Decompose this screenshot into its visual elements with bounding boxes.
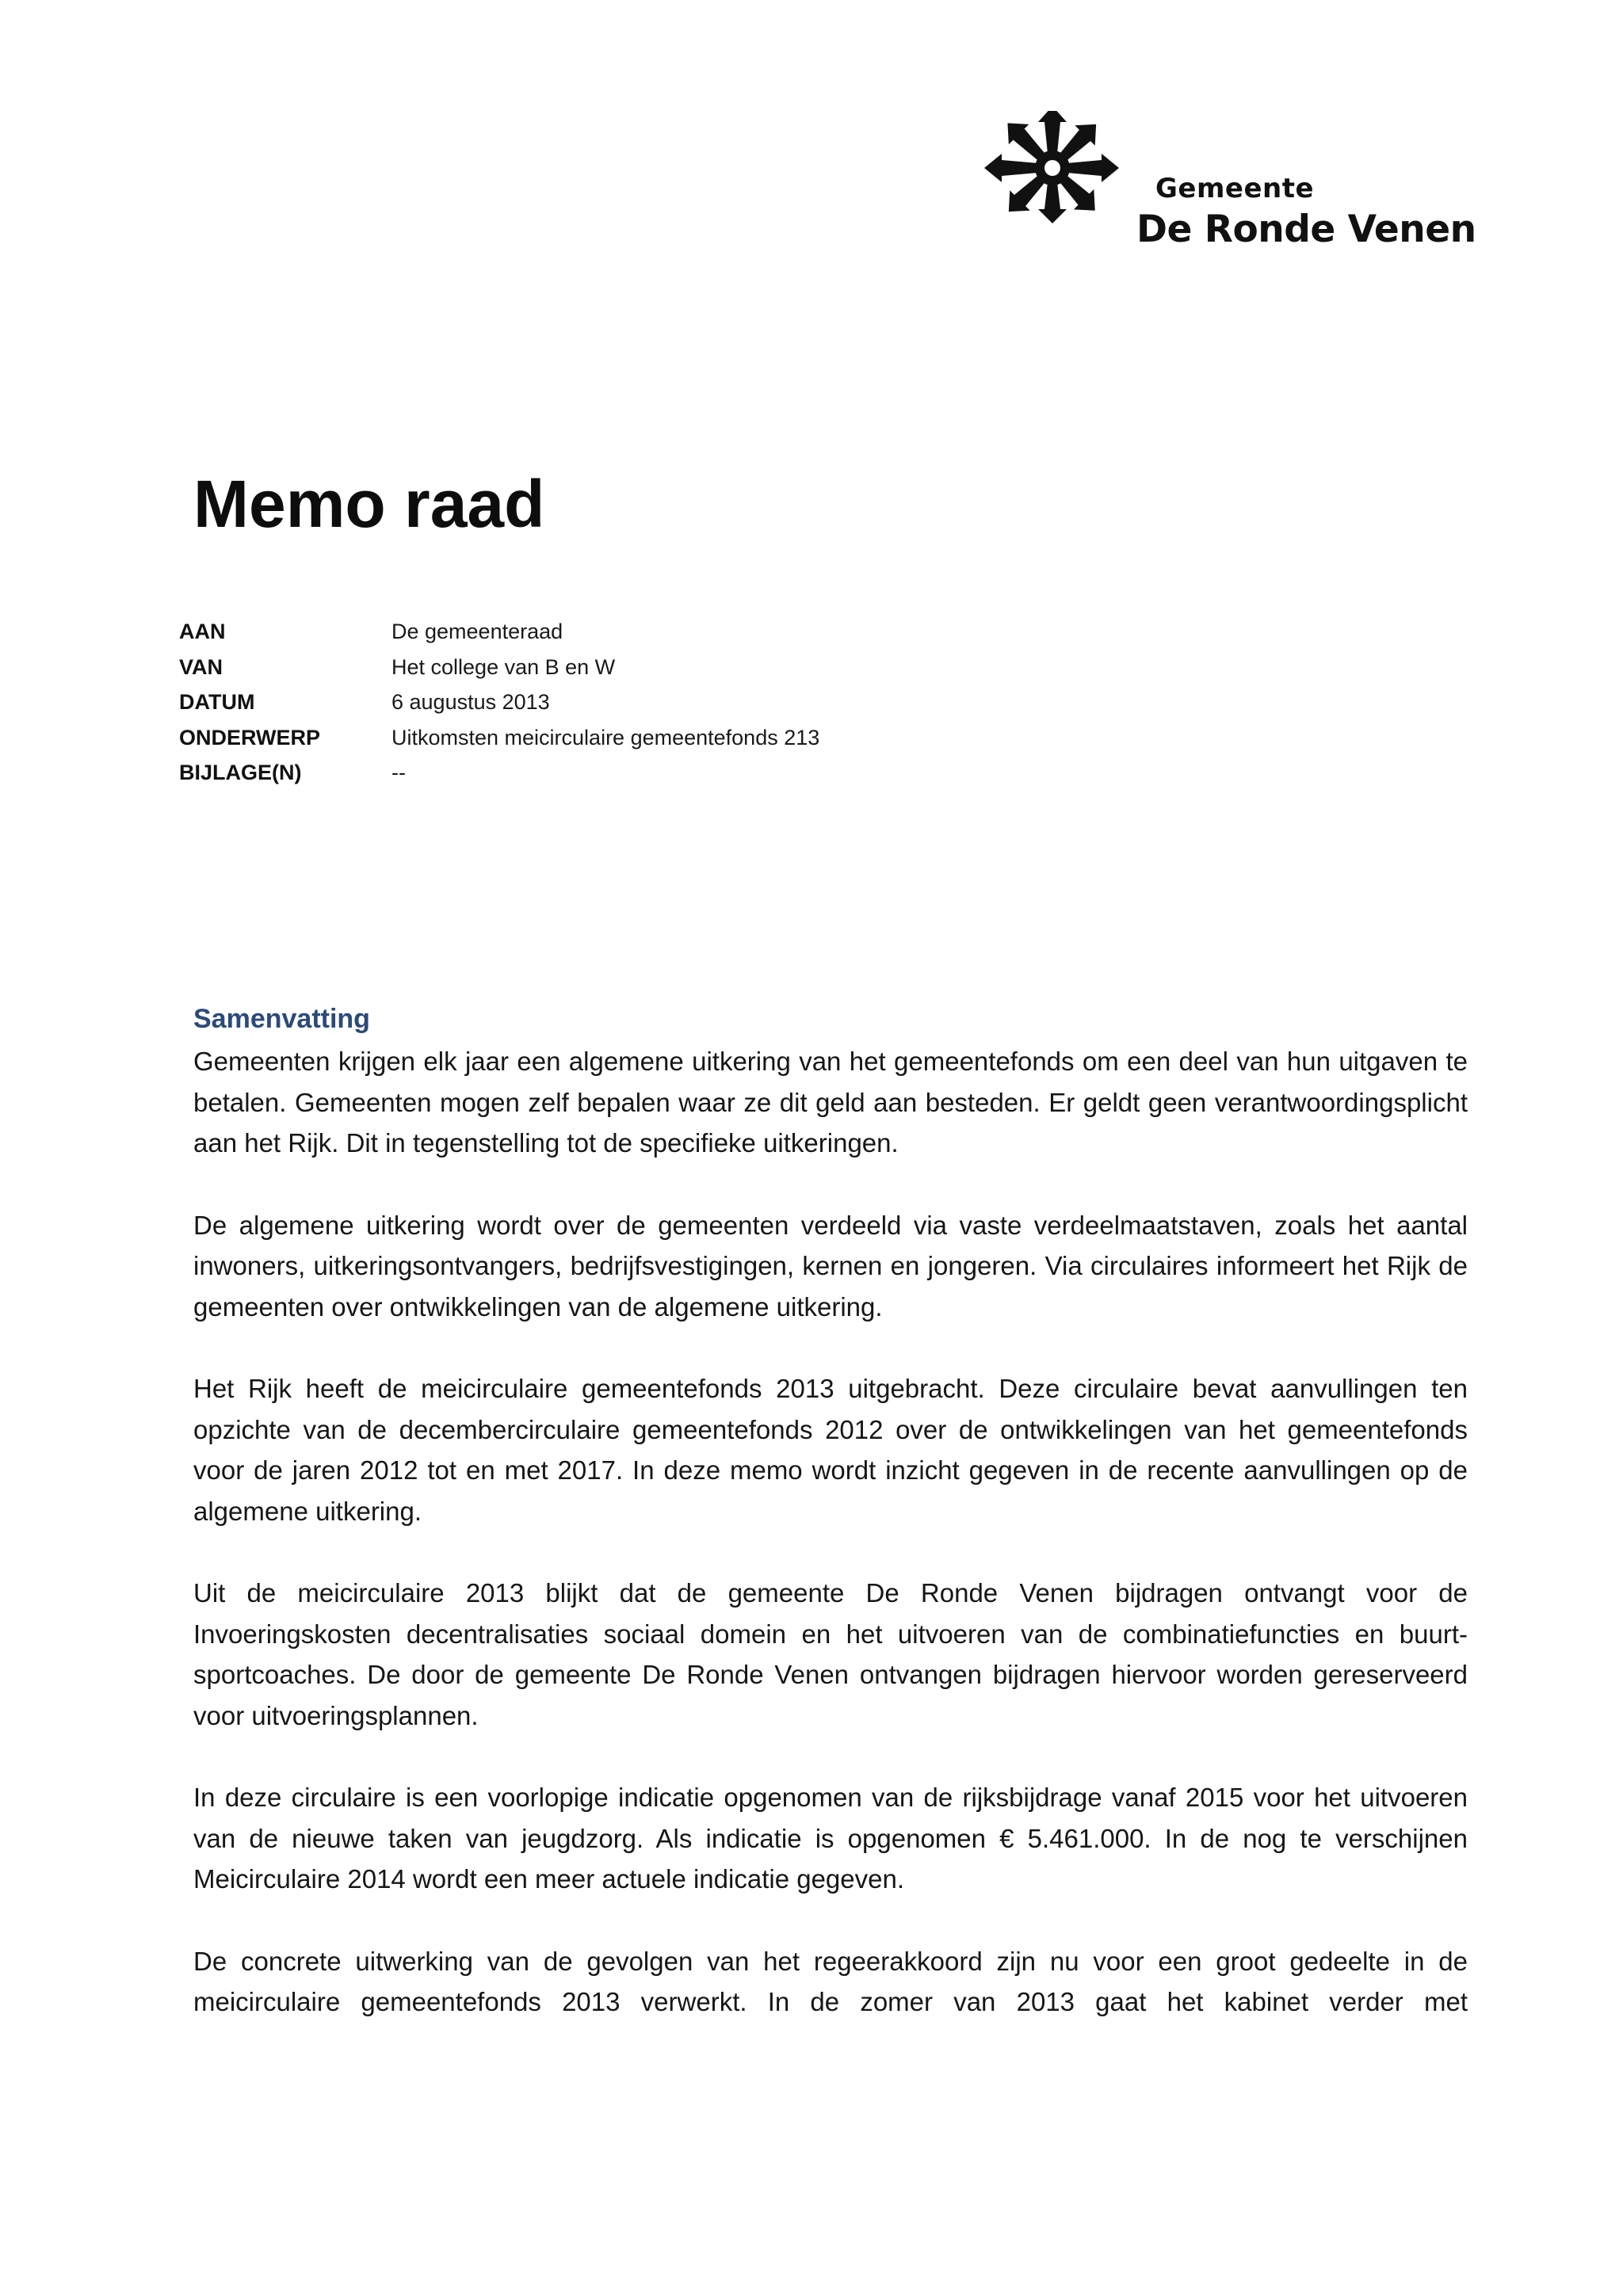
meta-row-onderwerp [179, 726, 819, 761]
sunburst-emblem-icon [973, 111, 1140, 230]
meta-row-van [179, 655, 819, 691]
page-title: Memo raad [193, 467, 545, 541]
meta-value: 6 augustus 2013 [391, 690, 550, 714]
meta-key: AAN [179, 620, 226, 643]
meta-value: Het college van B en W [391, 654, 616, 679]
memo-header-table [179, 620, 819, 796]
meta-key: BIJLAGE(N) [179, 761, 302, 784]
paragraph: Het Rijk heeft de meicirculaire gemeentefonds 2013 uitgebracht. Deze circulaire bevat aanvullingen ten opzichte van de decembercirculaire gemeentefonds 2012 over de ontwikkelingen van het gemeentefonds voor de jaren 2012 tot en met 2017. In deze memo wordt inzicht gegeven in de recente aanvullingen op de algemene uitkering. [193, 1374, 1468, 1526]
memo-body [193, 1001, 1468, 2023]
paragraph: De algemene uitkering wordt over de gemeenten verdeeld via vaste verdeelmaatstaven, zoals het aantal inwoners, uitkeringsontvangers, bedrijfsvestigingen, kernen en jongeren. Via circulaires informeert het Rijk de gemeenten over ontwikkelingen van de algemene uitkering. [193, 1210, 1468, 1322]
paragraph: Gemeenten krijgen elk jaar een algemene uitkering van het gemeentefonds om een deel van hun uitgaven te betalen. Gemeenten mogen zelf bepalen waar ze dit geld aan besteden. Er geldt geen verantwoordingsplicht aan het Rijk. Dit in tegenstelling tot de specifieke uitkeringen. [193, 1047, 1468, 1158]
meta-row-bijlagen [179, 761, 819, 796]
meta-value: -- [391, 761, 406, 784]
municipality-logo [973, 111, 1476, 261]
logo-line-2: De Ronde Venen [1136, 208, 1476, 251]
paragraph: De concrete uitwerking van de gevolgen van het regeerakkoord zijn nu voor een groot gedeelte in de meicirculaire gemeentefonds 2013 verwerkt. In de zomer van 2013 gaat het kabinet verder met [193, 1946, 1468, 2016]
meta-key: DATUM [179, 690, 255, 714]
meta-key: VAN [179, 654, 223, 679]
meta-key: ONDERWERP [179, 725, 321, 749]
section-heading: Samenvatting [193, 1004, 370, 1034]
logo-line-1: Gemeente [1155, 173, 1315, 204]
meta-row-datum [179, 690, 819, 726]
meta-row-aan [179, 620, 819, 655]
meta-value: De gemeenteraad [391, 620, 563, 643]
paragraph: In deze circulaire is een voorlopige indicatie opgenomen van de rijksbijdrage vanaf 2015 voor het uitvoeren van de nieuwe taken van jeugdzorg. Als indicatie is opgenomen € 5.461.000. In de nog te verschijnen Meicirculaire 2014 wordt een meer actuele indicatie gegeven. [193, 1783, 1468, 1894]
meta-value: Uitkomsten meicirculaire gemeentefonds 213 [391, 725, 820, 749]
paragraph: Uit de meicirculaire 2013 blijkt dat de gemeente De Ronde Venen bijdragen ontvangt voor de Invoeringskosten decentralisaties sociaal domein en het uitvoeren van de combinatiefuncties en buurt-sportcoaches. De door de gemeente De Ronde Venen ontvangen bijdragen hiervoor worden gereserveerd voor uitvoeringsplannen. [193, 1578, 1468, 1730]
